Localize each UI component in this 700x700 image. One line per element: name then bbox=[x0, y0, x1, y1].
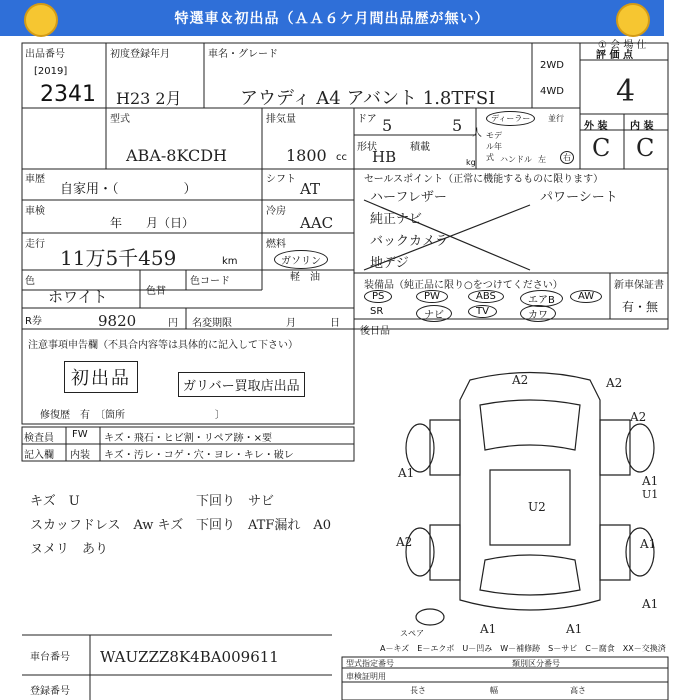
fw-items: キズ・飛石・ヒビ割・リペア跡・×要 bbox=[104, 433, 272, 444]
warranty-value: 有・無 bbox=[622, 300, 659, 314]
gulliver-stamp: ガリバー買取店出品 bbox=[178, 372, 305, 397]
name-change-day: 日 bbox=[330, 318, 340, 329]
color-change-label: 色替 bbox=[146, 286, 166, 297]
drive-2wd: 2WD bbox=[540, 60, 564, 71]
equip-leather: カワ bbox=[520, 305, 556, 322]
equip-pw: PW bbox=[416, 290, 448, 303]
car-name-label: 車名・グレード bbox=[208, 49, 278, 60]
fuel-label: 燃料 bbox=[266, 239, 286, 250]
equip-airbag: エアB bbox=[520, 290, 563, 307]
damage-mark: A2 bbox=[396, 535, 413, 549]
remark-line: 下回り サビ bbox=[196, 494, 275, 509]
remarks-left bbox=[30, 490, 183, 562]
mileage-value: 11万5千459 bbox=[60, 246, 177, 270]
recycle-label: R券 bbox=[25, 316, 42, 327]
damage-mark: A1 bbox=[398, 466, 415, 480]
grade-value: 4 bbox=[616, 74, 636, 109]
fuel-gas: ガソリン bbox=[274, 250, 328, 269]
seats-unit: 人 bbox=[472, 128, 482, 139]
cooling-label: 冷房 bbox=[266, 206, 286, 217]
equip-navi: ナビ bbox=[416, 305, 452, 322]
model-label: 型式 bbox=[110, 114, 130, 125]
cert-label: 車検証明用 bbox=[346, 672, 386, 681]
repair-history: 修復歴 有 〔箇所 〕 bbox=[40, 410, 225, 421]
banner-title: 特選車＆初出品（ＡＡ６ケ月間出品歴が無い） bbox=[174, 11, 490, 27]
sales-label: セールスポイント（正常に機能するものに限ります） bbox=[364, 174, 604, 185]
damage-mark: A2 bbox=[606, 376, 623, 390]
corner-note: ① 会 場 仕 bbox=[598, 40, 647, 51]
first-registration-value: H23 2月 bbox=[116, 89, 182, 108]
equip-sr: SR bbox=[370, 306, 384, 317]
shift-value: AT bbox=[300, 180, 321, 198]
width-label: 幅 bbox=[490, 686, 498, 695]
first-registration-label: 初度登録年月 bbox=[110, 49, 170, 60]
doors-value: 5 bbox=[382, 116, 393, 135]
equip-aw: AW bbox=[570, 290, 602, 303]
damage-mark: A1 bbox=[642, 597, 659, 611]
mileage-label: 走行 bbox=[25, 239, 45, 250]
damage-mark: A1 bbox=[642, 474, 659, 488]
grade-label: 評 価 点 bbox=[596, 50, 633, 61]
entry-label: 記入欄 bbox=[24, 450, 54, 461]
equipment-label: 装備品（純正品に限り○をつけてください） bbox=[364, 280, 563, 291]
sales-item-4: バックカメラ bbox=[370, 234, 449, 249]
spare-tire-label: スペア bbox=[400, 629, 424, 638]
capacity-label: 積載 bbox=[410, 142, 430, 153]
remark-line: キズ U bbox=[30, 494, 80, 509]
doors-label: ドア bbox=[357, 114, 377, 125]
fuel-diesel: 軽 油 bbox=[290, 272, 320, 283]
remark-line: スカッフドレス Aw キズ bbox=[30, 518, 184, 533]
back-seat-label: 後日品 bbox=[360, 326, 390, 337]
displacement-value: 1800 bbox=[286, 146, 327, 165]
handle-right: 右 bbox=[560, 151, 574, 164]
import-dealer-label: ディーラー bbox=[486, 111, 535, 126]
shape-label: 形状 bbox=[357, 142, 377, 153]
usage-label: 車歴 bbox=[25, 174, 45, 185]
class-number-label: 類別区分番号 bbox=[512, 659, 560, 668]
name-change-label: 名変期限 bbox=[192, 318, 232, 329]
usage-value: 自家用・（ ） bbox=[60, 182, 197, 197]
name-change-month: 月 bbox=[286, 318, 296, 329]
sales-item-3: 純正ナビ bbox=[370, 212, 423, 227]
interior-label: 内 装 bbox=[630, 121, 654, 132]
height-label: 高さ bbox=[570, 686, 586, 695]
color-value: ホワイト bbox=[48, 288, 108, 306]
damage-mark: A1 bbox=[566, 622, 583, 636]
equip-ps: PS bbox=[364, 290, 392, 303]
color-label: 色 bbox=[25, 276, 35, 287]
remarks-right bbox=[196, 490, 331, 538]
recycle-unit: 円 bbox=[168, 318, 178, 329]
damage-mark: A2 bbox=[630, 410, 647, 424]
damage-mark: A1 bbox=[640, 537, 657, 551]
recycle-value: 9820 bbox=[98, 312, 137, 330]
displacement-label: 排気量 bbox=[266, 114, 296, 125]
length-label: 長さ bbox=[410, 686, 426, 695]
lot-number: 2341 bbox=[40, 82, 96, 107]
equip-abs: ABS bbox=[468, 290, 504, 303]
model-year-label: モデル年式 bbox=[486, 131, 502, 162]
sales-item-1: ハーフレザー bbox=[370, 190, 447, 205]
damage-mark: U2 bbox=[528, 500, 546, 514]
capacity-unit: kg bbox=[466, 158, 476, 167]
lot-number-label: 出品番号 bbox=[25, 49, 65, 60]
remark-line: 下回り ATF漏れ A0 bbox=[196, 518, 332, 533]
exterior-value: C bbox=[592, 134, 611, 162]
lot-year: [2019] bbox=[34, 66, 68, 77]
inspection-label: 車検 bbox=[25, 206, 45, 217]
cooling-value: AAC bbox=[300, 214, 334, 232]
interior-items: キズ・汚レ・コゲ・穴・ヨレ・キレ・破レ bbox=[104, 450, 294, 461]
displacement-unit: cc bbox=[336, 152, 347, 163]
exterior-label: 外 装 bbox=[584, 121, 608, 132]
notes-label: 注意事項申告欄（不具合内容等は具体的に記入して下さい） bbox=[28, 340, 298, 351]
handle-label: ハンドル bbox=[500, 155, 532, 164]
damage-mark: U1 bbox=[642, 488, 659, 501]
interior-value: C bbox=[636, 134, 655, 162]
chassis-value: WAUZZZ8K4BA009611 bbox=[100, 648, 279, 666]
shape-value: HB bbox=[372, 148, 397, 166]
seats-value: 5 bbox=[452, 116, 463, 135]
import-parallel-label: 並行 bbox=[548, 114, 564, 123]
drive-4wd: 4WD bbox=[540, 86, 564, 97]
model-value: ABA-8KCDH bbox=[126, 146, 227, 165]
inspection-value: 年 月（日） bbox=[110, 216, 195, 230]
interior-row-label: 内装 bbox=[70, 450, 90, 461]
damage-mark: A1 bbox=[480, 622, 497, 636]
equip-tv: TV bbox=[468, 305, 497, 318]
inspector-label: 検査員 bbox=[24, 433, 54, 444]
shift-label: シフト bbox=[266, 174, 296, 185]
damage-mark: A2 bbox=[512, 373, 529, 387]
fw-label: FW bbox=[72, 429, 88, 440]
sales-item-5: 地デジ bbox=[370, 256, 409, 271]
car-diagram bbox=[406, 373, 657, 626]
chassis-label: 車台番号 bbox=[30, 652, 70, 663]
first-listing-stamp: 初出品 bbox=[64, 361, 138, 393]
mileage-unit: km bbox=[222, 256, 238, 267]
sales-item-2: パワーシート bbox=[540, 190, 618, 205]
car-name-value: アウディ A4 アバント 1.8TFSI bbox=[240, 88, 496, 109]
type-spec-label: 型式指定番号 bbox=[346, 659, 394, 668]
damage-legend: A－キズ E－エクボ U－凹み W－補修跡 S－サビ C－腐食 XX－交換済 bbox=[380, 644, 666, 653]
handle-left: 左 bbox=[538, 155, 546, 164]
remark-line: ヌメリ あり bbox=[30, 542, 109, 557]
color-code-label: 色コード bbox=[190, 276, 230, 287]
registration-label: 登録番号 bbox=[30, 686, 70, 697]
warranty-label: 新車保証書 bbox=[614, 280, 664, 291]
